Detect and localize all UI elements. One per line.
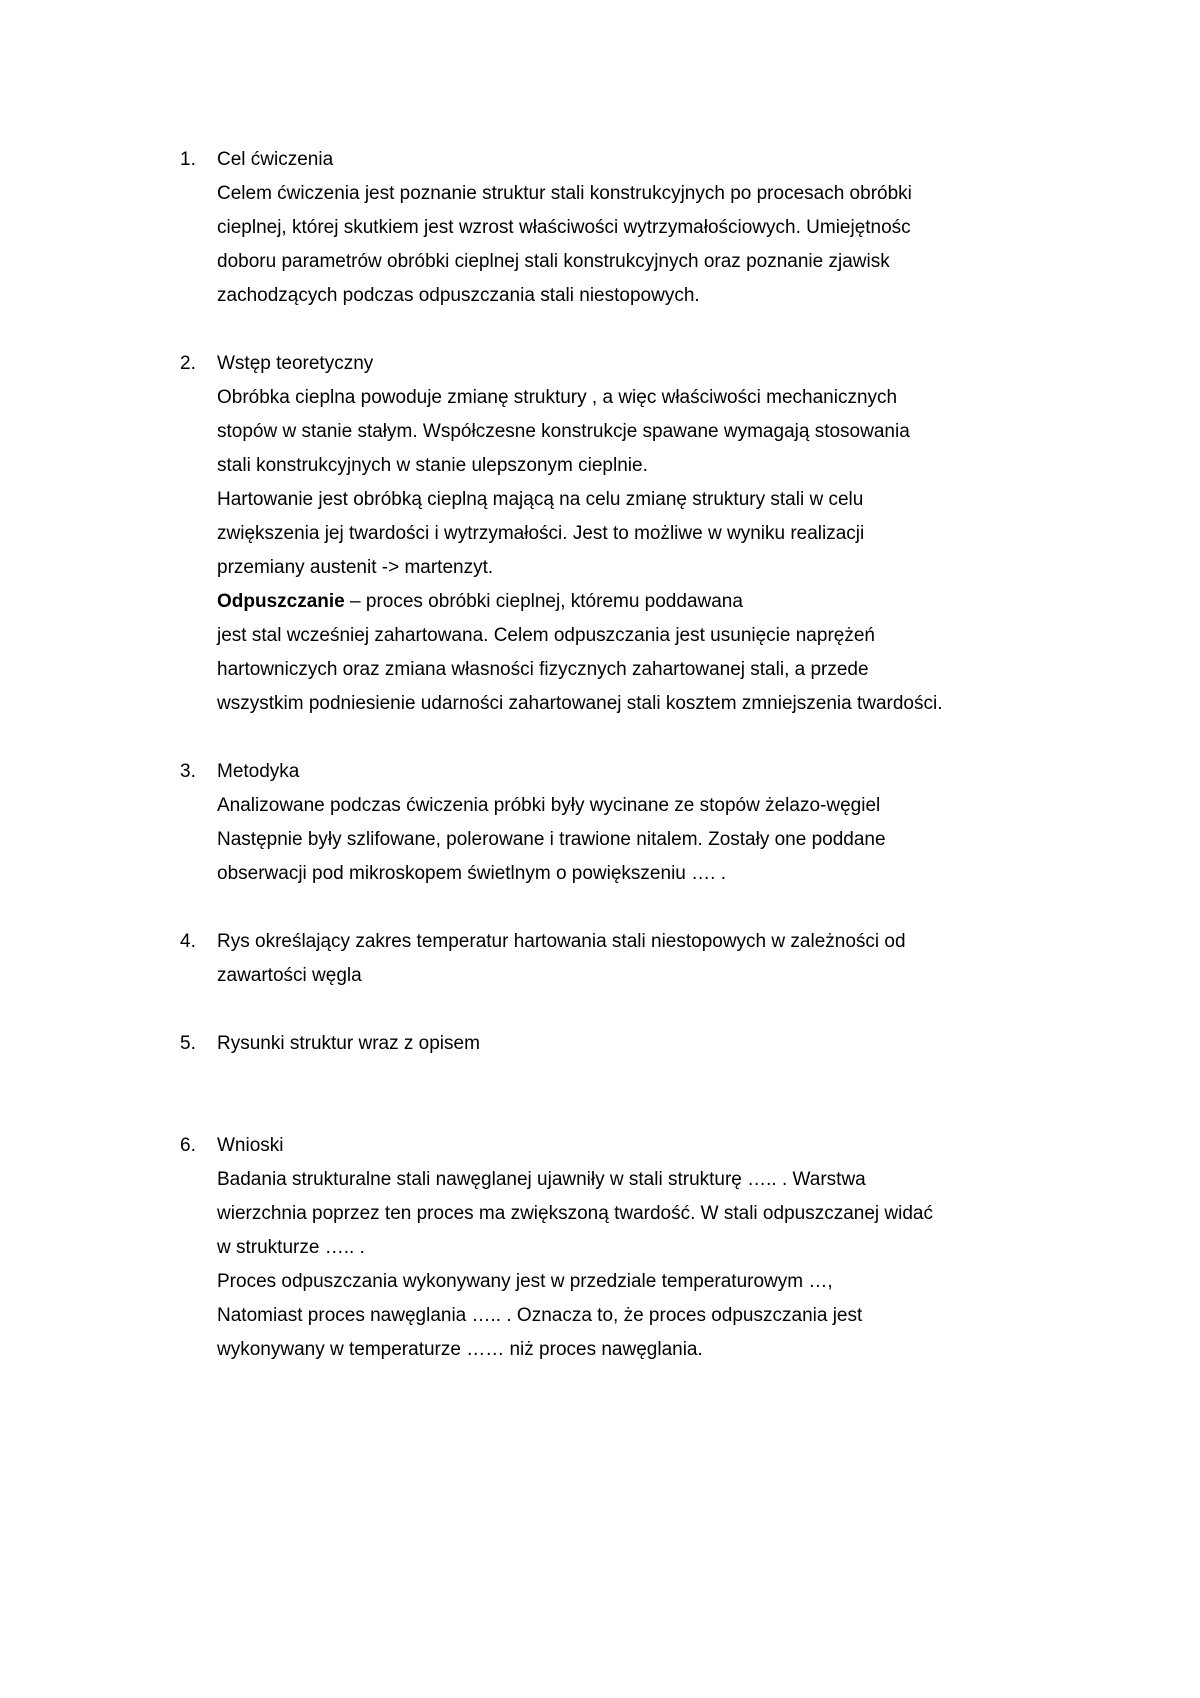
section-1-body [217, 143, 1097, 313]
bold-term: Odpuszczanie [217, 591, 345, 612]
section-5-heading: Rysunki struktur wraz z opisem [217, 1033, 480, 1054]
section-6-line: Natomiast proces nawęglania ….. . Oznacza to, że proces odpuszczania jest [217, 1305, 863, 1326]
section-2-line: stali konstrukcyjnych w stanie ulepszonym cieplnie. [217, 455, 648, 476]
section-3-heading: Metodyka [217, 761, 300, 782]
section-6-line: w strukturze ….. . [217, 1237, 365, 1258]
section-2-heading: Wstęp teoretyczny [217, 353, 374, 374]
section-2-line: hartowniczych oraz zmiana własności fizycznych zahartowanej stali, a przede [217, 659, 869, 680]
section-2-line: zwiększenia jej twardości i wytrzymałości. Jest to możliwe w wyniku realizacji [217, 523, 865, 544]
section-2-number: 2. [180, 353, 196, 374]
definition-text: – proces obróbki cieplnej, któremu poddawana [344, 591, 743, 612]
section-4-line: zawartości węgla [217, 965, 362, 986]
section-5-body [217, 1027, 1097, 1061]
section-3-line: Następnie były szlifowane, polerowane i trawione nitalem. Zostały one poddane [217, 829, 886, 850]
section-2-definition-line [217, 585, 1097, 619]
section-1-number: 1. [180, 149, 196, 170]
section-2-line: Obróbka cieplna powoduje zmianę struktury , a więc właściwości mechanicznych [217, 387, 898, 408]
section-6-line: wykonywany w temperaturze …… niż proces nawęglania. [217, 1339, 703, 1360]
section-2-body [217, 347, 1097, 721]
section-4-number: 4. [180, 931, 196, 952]
section-5-number: 5. [180, 1033, 196, 1054]
section-2-line: Hartowanie jest obróbką cieplną mającą na celu zmianę struktury stali w celu [217, 489, 864, 510]
section-3-body [217, 755, 1097, 891]
section-1-line: cieplnej, której skutkiem jest wzrost właściwości wytrzymałościowych. Umiejętnośc [217, 217, 911, 238]
section-3-number: 3. [180, 761, 196, 782]
section-6-line: wierzchnia poprzez ten proces ma zwiększoną twardość. W stali odpuszczanej widać [217, 1203, 933, 1224]
section-2-line: jest stal wcześniej zahartowana. Celem odpuszczania jest usunięcie naprężeń [217, 625, 875, 646]
section-6-heading: Wnioski [217, 1135, 284, 1156]
section-2-line: stopów w stanie stałym. Współczesne konstrukcje spawane wymagają stosowania [217, 421, 910, 442]
section-4-body [217, 925, 1097, 993]
section-6-number: 6. [180, 1135, 196, 1156]
section-1-line: Celem ćwiczenia jest poznanie struktur stali konstrukcyjnych po procesach obróbki [217, 183, 912, 204]
section-2-line: przemiany austenit -> martenzyt. [217, 557, 494, 578]
section-2-line: wszystkim podniesienie udarności zahartowanej stali kosztem zmniejszenia twardości. [217, 693, 943, 714]
section-6-line: Proces odpuszczania wykonywany jest w przedziale temperaturowym …, [217, 1271, 833, 1292]
section-1-heading: Cel ćwiczenia [217, 149, 334, 170]
section-6-body [217, 1129, 1097, 1367]
section-4-heading: Rys określający zakres temperatur hartowania stali niestopowych w zależności od [217, 931, 906, 952]
section-1-line: doboru parametrów obróbki cieplnej stali konstrukcyjnych oraz poznanie zjawisk [217, 251, 890, 272]
section-3-line: obserwacji pod mikroskopem świetlnym o powiększeniu …. . [217, 863, 726, 884]
section-6-line: Badania strukturalne stali nawęglanej ujawniły w stali strukturę ….. . Warstwa [217, 1169, 866, 1190]
section-1-line: zachodzących podczas odpuszczania stali niestopowych. [217, 285, 700, 306]
section-3-line: Analizowane podczas ćwiczenia próbki były wycinane ze stopów żelazo-węgiel [217, 795, 881, 816]
